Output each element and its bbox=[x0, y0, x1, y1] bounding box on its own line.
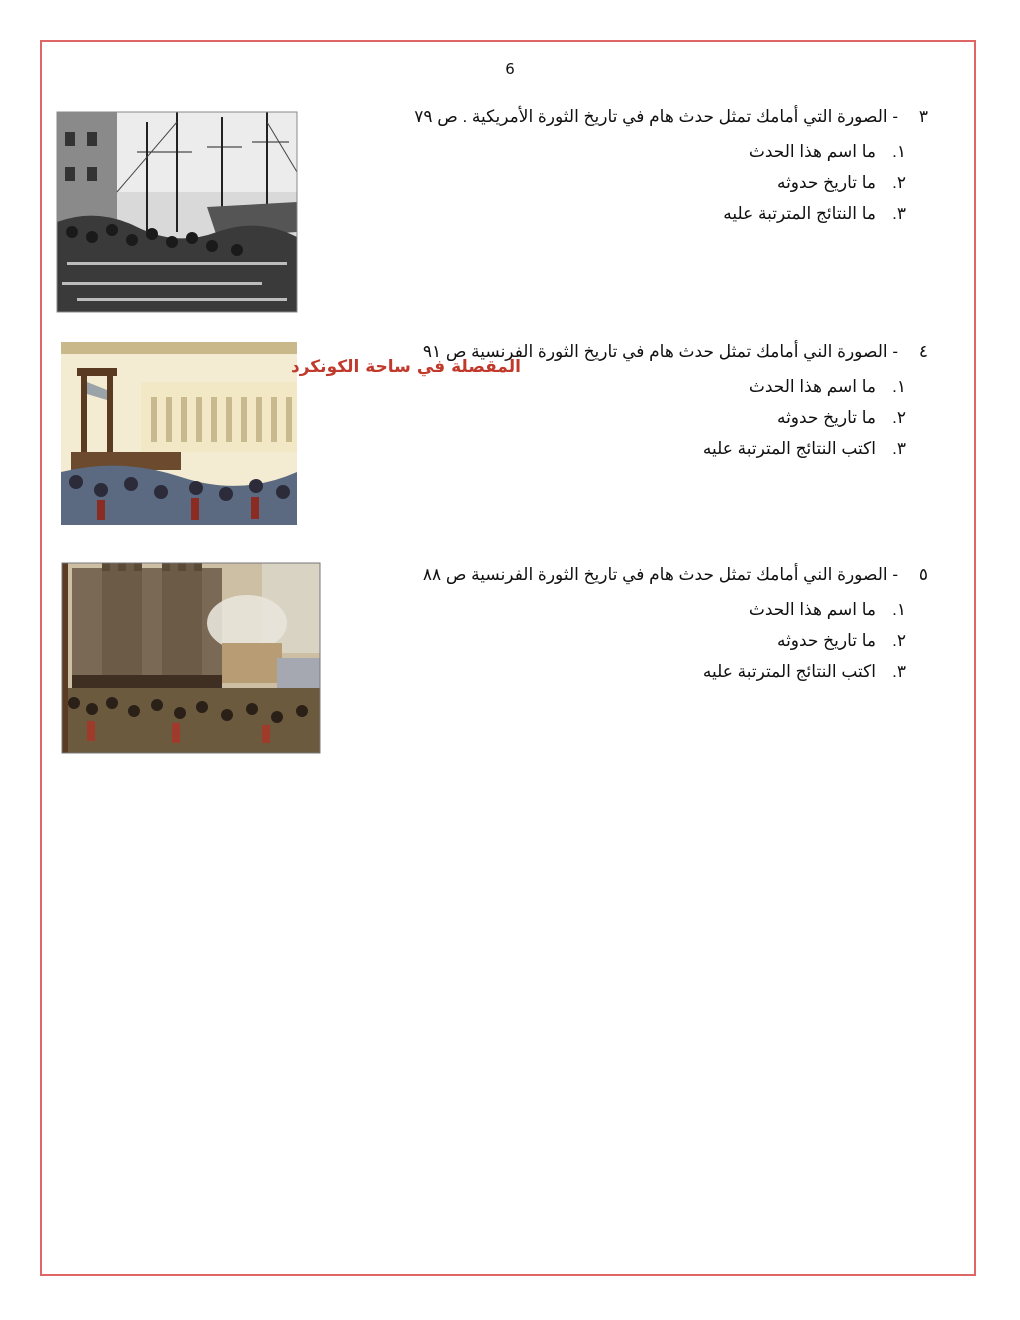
item-text: ما اسم هذا الحدث bbox=[748, 142, 876, 161]
item-number: ٢. bbox=[892, 408, 906, 427]
item-number: ١. bbox=[892, 142, 906, 161]
question-3 bbox=[414, 104, 928, 229]
question-5 bbox=[423, 562, 928, 687]
question-number: ٣ bbox=[918, 107, 928, 126]
page-number: 6 bbox=[505, 60, 515, 78]
question-items bbox=[414, 136, 928, 229]
list-item bbox=[423, 656, 928, 687]
list-item bbox=[423, 402, 928, 433]
item-text: ما تاريخ حدوثه bbox=[776, 173, 876, 192]
list-item bbox=[414, 136, 928, 167]
question-items bbox=[423, 594, 928, 687]
item-text: اكتب النتائج المترتبة عليه bbox=[702, 662, 876, 681]
item-number: ٢. bbox=[892, 173, 906, 192]
list-item bbox=[414, 167, 928, 198]
question-title: - الصورة الني أمامك تمثل حدث هام في تاريخ الثورة الفرنسية ص ٨٨ bbox=[422, 565, 898, 584]
item-number: ٣. bbox=[892, 439, 906, 458]
harbor-engraving-image bbox=[57, 112, 297, 312]
question-title: - الصورة التي أمامك تمثل حدث هام في تاريخ الثورة الأمريكية . ص ٧٩ bbox=[414, 107, 898, 126]
item-number: ٢. bbox=[892, 631, 906, 650]
item-text: ما النتائج المترتبة عليه bbox=[723, 204, 876, 223]
image-caption: المقصلة في ساحة الكونكرد bbox=[291, 357, 521, 377]
question-number: ٥ bbox=[918, 565, 928, 584]
item-text: ما تاريخ حدوثه bbox=[776, 408, 876, 427]
list-item bbox=[423, 594, 928, 625]
list-item bbox=[414, 198, 928, 229]
item-number: ٣. bbox=[892, 662, 906, 681]
list-item bbox=[423, 433, 928, 464]
item-number: ٣. bbox=[892, 204, 906, 223]
question-number: ٤ bbox=[918, 342, 928, 361]
item-text: ما تاريخ حدوثه bbox=[776, 631, 876, 650]
item-text: اكتب النتائج المترتبة عليه bbox=[702, 439, 876, 458]
fortress-painting-image bbox=[62, 563, 320, 753]
list-item bbox=[423, 625, 928, 656]
item-number: ١. bbox=[892, 377, 906, 396]
question-title: - الصورة الني أمامك تمثل حدث هام في تاريخ الثورة الفرنسية ص ٩١ bbox=[422, 342, 898, 361]
guillotine-painting-image bbox=[61, 342, 521, 525]
item-text: ما اسم هذا الحدث bbox=[748, 377, 876, 396]
item-text: ما اسم هذا الحدث bbox=[748, 600, 876, 619]
question-items bbox=[423, 371, 928, 464]
item-number: ١. bbox=[892, 600, 906, 619]
